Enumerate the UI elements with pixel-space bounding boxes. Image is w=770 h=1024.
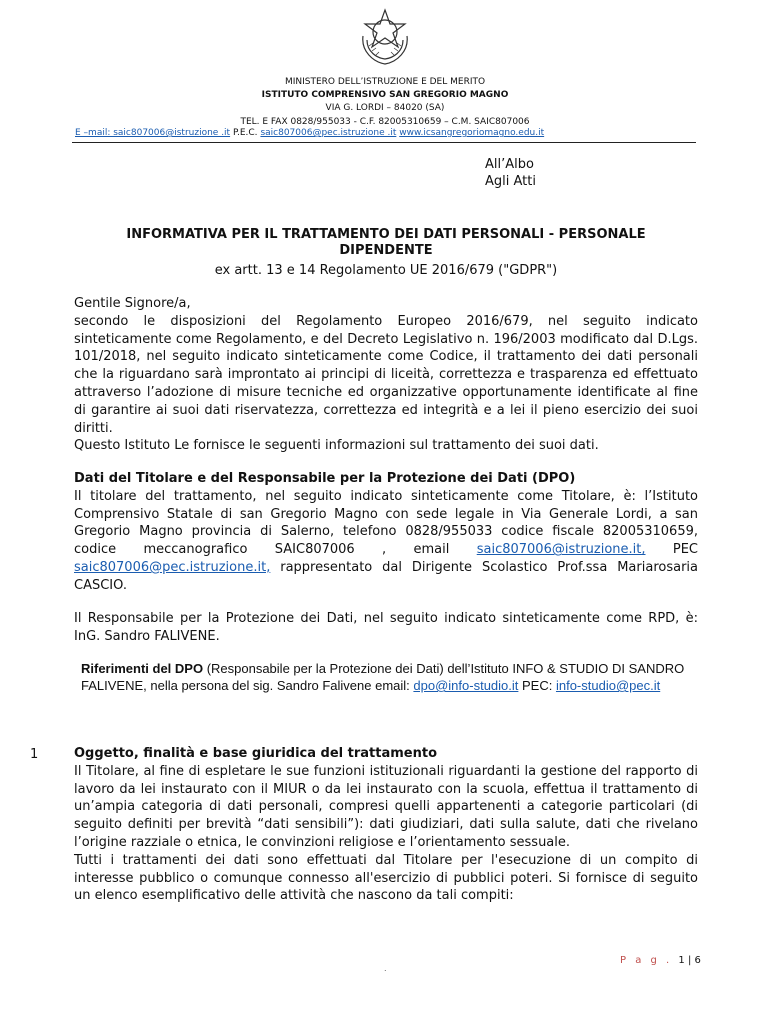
page-number: 1 | 6	[678, 955, 701, 966]
titolare-text-c: rappresentato dal Dirigente Scolastico Prof.ssa Mariarosaria CASCIO.	[74, 559, 698, 593]
rpd-paragraph: Il Responsabile per la Protezione dei Dati, nel seguito indicato sinteticamente come RPD, è: InG. Sandro FALIVENE.	[74, 611, 698, 644]
section1	[74, 745, 698, 905]
page-footer	[620, 955, 701, 966]
intro-section	[74, 295, 698, 455]
header-links	[75, 127, 695, 140]
page-label: P a g .	[620, 955, 673, 966]
header-address: VIA G. LORDI – 84020 (SA)	[325, 103, 445, 113]
dpo-label: Riferimenti del DPO	[81, 661, 204, 676]
titolare-text-b: PEC	[645, 542, 698, 558]
header-contacts: TEL. E FAX 0828/955033 - C.F. 82005310659 – C.M. SAIC807006	[240, 117, 530, 127]
dpo-text: (Responsabile per la Protezione dei Dati) dell’Istituto INFO & STUDIO DI SANDRO FALIVENE, nella persona del sig. Sandro Falivene email:	[81, 661, 685, 693]
document-subtitle: ex artt. 13 e 14 Regolamento UE 2016/679 ("GDPR")	[214, 263, 558, 278]
recipient-atti: Agli Atti	[485, 174, 536, 189]
titolare-pec-link[interactable]: saic807006@pec.istruzione.it,	[74, 559, 271, 575]
dpo-pec-link[interactable]: info-studio@pec.it	[555, 678, 661, 693]
footer-dot: .	[384, 964, 387, 973]
titolare-section	[74, 470, 698, 595]
header-pec-prefix: P.E.C.	[232, 128, 258, 138]
header-divider	[72, 142, 696, 143]
titolare-heading: Dati del Titolare e del Responsabile per la Protezione dei Dati (DPO)	[74, 471, 576, 486]
document-title-line2: DIPENDENTE	[339, 243, 433, 258]
section1-heading: Oggetto, finalità e base giuridica del trattamento	[74, 746, 438, 761]
titolare-text-a: Il titolare del trattamento, nel seguito indicato sinteticamente come Titolare, è: l’Istituto Comprensivo Statale di san Gregorio Magno con sede legale in Via Generale Lordi, a san Gregorio Magno provincia di Salerno, telefono 0828/955033 codice fiscale 82005310659, codice meccanografico SAIC807006 , email	[74, 488, 698, 558]
intro-closing: Questo Istituto Le fornisce le seguenti informazioni sul trattamento dei suoi dati.	[74, 438, 599, 454]
intro-body: secondo le disposizioni del Regolamento Europeo 2016/679, nel seguito indicato sinteticamente come Regolamento, e del Decreto Legislativo n. 196/2003 modificato dal D.Lgs. 101/2018, nel seguito indicato sinteticamente come Codice, il trattamento dei dati personali che la riguardano sarà improntato ai principi di liceità, correttezza e trasparenza ed effettuato attraverso l’adozione di misure tecniche ed organizzative opportunamente identificate al fine di garantire ai suoi dati riservatezza, correttezza ed integrità e a lei il pieno esercizio dei suoi diritti.	[74, 313, 698, 436]
section1-para1: Il Titolare, al fine di espletare le sue funzioni istituzionali riguardanti la gestione del rapporto di lavoro da lei instaurato con il MIUR o da lei instaurato con la scuola, effettua il trattamento di un’ampia categoria di dati personali, compresi quelli appartenenti a categorie particolari (di seguito definiti per brevità “dati sensibili”): dati giudiziari, dati sulla salute, dati che rivelano l’origine razziale o etnica, le convinzioni religiose e l’orientamento sessuale.	[74, 763, 698, 850]
greeting: Gentile Signore/a,	[74, 296, 191, 311]
dpo-reference	[81, 660, 701, 694]
header-school-name: ISTITUTO COMPRENSIVO SAN GREGORIO MAGNO	[261, 90, 509, 100]
header-website-link[interactable]: www.icsangregoriomagno.edu.it	[399, 128, 545, 138]
titolare-text	[74, 488, 698, 595]
titolare-email-link[interactable]: saic807006@istruzione.it,	[476, 542, 646, 558]
header-pec-link[interactable]: saic807006@pec.istruzione .it	[260, 128, 397, 138]
header-ministry: MINISTERO DELL’ISTRUZIONE E DEL MERITO	[284, 77, 486, 87]
section-number: 1	[30, 747, 39, 762]
republic-emblem-icon	[355, 6, 415, 68]
dpo-pec-label: PEC:	[518, 678, 556, 693]
document-title-line1: INFORMATIVA PER IL TRATTAMENTO DEI DATI PERSONALI - PERSONALE	[126, 227, 646, 242]
header-email-link[interactable]: E –mail: saic807006@istruzione .it	[75, 128, 231, 138]
dpo-email-link[interactable]: dpo@info-studio.it	[413, 678, 519, 693]
recipient-albo: All’Albo	[485, 157, 534, 172]
section1-para2: Tutti i trattamenti dei dati sono effettuati dal Titolare per l'esecuzione di un compito di interesse pubblico o comunque connesso all'esercizio di pubblici poteri. Si fornisce di seguito un elenco esemplificativo delle attività che nascono da tali compiti:	[74, 852, 698, 904]
